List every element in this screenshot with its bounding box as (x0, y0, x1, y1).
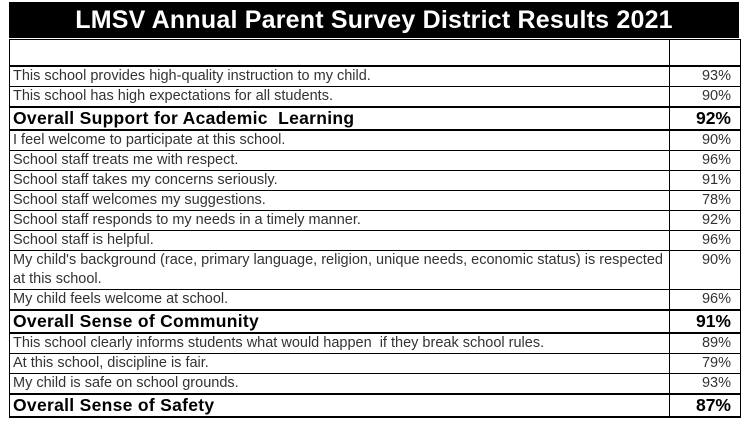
table-row (10, 333, 741, 354)
summary-label: Overall Support for Academic Learning (10, 107, 670, 130)
percent-value: 96% (670, 231, 741, 251)
question-label: School staff is helpful. (10, 231, 670, 251)
table-row (10, 251, 741, 290)
question-label: School staff treats me with respect. (10, 151, 670, 171)
percent-value: 90% (670, 87, 741, 108)
table-row (10, 66, 741, 87)
summary-row (10, 310, 741, 333)
blank-cell (10, 40, 670, 67)
table-row (10, 231, 741, 251)
percent-value: 90% (670, 130, 741, 151)
percent-value: 90% (670, 251, 741, 290)
table-header-blank-row (10, 40, 741, 67)
table-row (10, 374, 741, 395)
percent-value: 96% (670, 151, 741, 171)
table-row (10, 130, 741, 151)
question-label: School staff takes my concerns seriously. (10, 171, 670, 191)
summary-label: Overall Sense of Safety (10, 394, 670, 417)
table-row (10, 354, 741, 374)
percent-value: 78% (670, 191, 741, 211)
table-row (10, 151, 741, 171)
results-table (9, 39, 741, 418)
question-label: School staff welcomes my suggestions. (10, 191, 670, 211)
summary-row (10, 107, 741, 130)
summary-percent: 87% (670, 394, 741, 417)
question-label: School staff responds to my needs in a timely manner. (10, 211, 670, 231)
question-label: This school clearly informs students what would happen if they break school rules. (10, 333, 670, 354)
question-label: This school has high expectations for all students. (10, 87, 670, 108)
table-row (10, 87, 741, 108)
question-label: This school provides high-quality instruction to my child. (10, 66, 670, 87)
question-label: My child's background (race, primary language, religion, unique needs, economic status) is respected at this school. (10, 251, 670, 290)
percent-value: 79% (670, 354, 741, 374)
percent-value: 93% (670, 66, 741, 87)
percent-value: 93% (670, 374, 741, 395)
question-label: My child is safe on school grounds. (10, 374, 670, 395)
percent-value: 91% (670, 171, 741, 191)
summary-percent: 92% (670, 107, 741, 130)
summary-label: Overall Sense of Community (10, 310, 670, 333)
survey-results-panel (9, 2, 739, 418)
report-title: LMSV Annual Parent Survey District Results 2021 (9, 2, 739, 38)
table-row (10, 191, 741, 211)
table-row (10, 171, 741, 191)
percent-value: 96% (670, 290, 741, 311)
table-row (10, 290, 741, 311)
summary-row (10, 394, 741, 417)
blank-cell (670, 40, 741, 67)
percent-value: 89% (670, 333, 741, 354)
question-label: At this school, discipline is fair. (10, 354, 670, 374)
table-row (10, 211, 741, 231)
question-label: I feel welcome to participate at this school. (10, 130, 670, 151)
summary-percent: 91% (670, 310, 741, 333)
question-label: My child feels welcome at school. (10, 290, 670, 311)
percent-value: 92% (670, 211, 741, 231)
